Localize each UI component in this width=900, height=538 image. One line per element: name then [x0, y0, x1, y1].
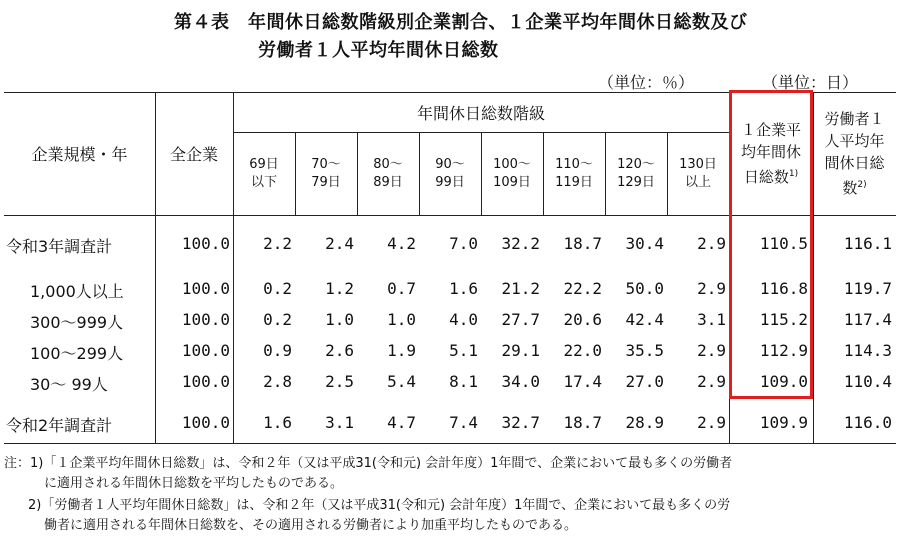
cell-value: 2.4: [325, 234, 354, 253]
bin-label-line: 79日: [311, 174, 341, 190]
cell-value: 100.0: [181, 413, 230, 432]
header-all-companies: 全企業: [169, 145, 218, 164]
header-line: １企業平: [740, 121, 801, 139]
row-label: 1,000人以上: [30, 282, 124, 301]
bin-label-line: 109日: [493, 174, 531, 190]
footnote-marker: 2): [857, 180, 867, 190]
header-line: [842, 174, 866, 199]
cell-value: 2.8: [263, 372, 292, 391]
header-holiday-bins-group: 年間休日総数階級: [416, 103, 545, 123]
cell-value: 29.1: [501, 341, 540, 360]
cell-value: 1.0: [325, 310, 354, 329]
footnote-1-line2: に適用される年間休日総数を平均したものである。: [44, 476, 344, 491]
cell-value: 4.0: [449, 310, 478, 329]
header-bin-130-or-more: [667, 132, 729, 215]
cell-value: 112.9: [759, 341, 808, 360]
header-line: 間休日総: [824, 154, 885, 172]
cell-value: 100.0: [181, 234, 230, 253]
cell-value: 22.0: [563, 341, 602, 360]
cell-value: 0.2: [263, 279, 292, 298]
cell-value: 3.1: [325, 413, 354, 432]
table-bottom-border: [4, 443, 896, 444]
cell-value: 2.9: [697, 372, 726, 391]
cell-value: 22.2: [563, 279, 602, 298]
bin-label-line: 70～: [311, 156, 341, 172]
cell-value: 30.4: [625, 234, 664, 253]
cell-value: 17.4: [563, 372, 602, 391]
cell-value: 20.6: [563, 310, 602, 329]
cell-value: 100.0: [181, 279, 230, 298]
footnote-marker: 1): [788, 169, 799, 179]
cell-value: 27.0: [625, 372, 664, 391]
cell-value: 35.5: [625, 341, 664, 360]
header-bin-69-or-less: [233, 132, 295, 215]
cell-value: 5.1: [449, 341, 478, 360]
cell-value: 50.0: [625, 279, 664, 298]
row-label: 令和3年調査計: [6, 237, 113, 256]
header-line-text: 数: [842, 179, 858, 197]
cell-value: 119.7: [843, 279, 892, 298]
cell-value: 2.9: [697, 341, 726, 360]
bin-label-line: 120～: [617, 156, 655, 172]
cell-value: 18.7: [563, 234, 602, 253]
cell-value: 27.7: [501, 310, 540, 329]
cell-value: 2.9: [697, 234, 726, 253]
bin-label-line: 99日: [435, 174, 465, 190]
cell-value: 117.4: [843, 310, 892, 329]
unit-percent-label: （単位：％）: [598, 73, 695, 92]
cell-value: 116.8: [759, 279, 808, 298]
cell-value: 0.9: [263, 341, 292, 360]
cell-value: 110.5: [759, 234, 808, 253]
table-title-line2: 労働者１人平均年間休日総数: [258, 40, 499, 61]
cell-value: 110.4: [843, 372, 892, 391]
unit-days-label: （単位：日）: [762, 73, 859, 92]
bin-label-line: 110～: [555, 156, 593, 172]
header-company-size-year: 企業規模・年: [31, 145, 128, 164]
cell-value: 1.0: [387, 310, 416, 329]
bin-label-line: 100～: [493, 156, 531, 172]
cell-value: 18.7: [563, 413, 602, 432]
footnote-1-line1: 注：1)「１企業平均年間休日総数」は、令和２年（又は平成31(令和元) 会計年度）1年間で、企業において最も多くの労働者: [4, 456, 733, 471]
cell-value: 7.4: [449, 413, 478, 432]
footnote-2-line1: 2)「労働者１人平均年間休日総数」は、令和２年（又は平成31(令和元) 会計年度）1年間で、企業において最も多くの労: [28, 498, 731, 513]
header-avg-holidays-per-worker: [813, 92, 896, 215]
cell-value: 7.0: [449, 234, 478, 253]
cell-value: 3.1: [697, 310, 726, 329]
header-bin-90-99: [419, 132, 481, 215]
header-bin-110-119: [543, 132, 605, 215]
table-title-line1: 第４表 年間休日総数階級別企業割合、１企業平均年間休日総数及び: [174, 12, 748, 33]
cell-value: 2.9: [697, 413, 726, 432]
header-bin-100-109: [481, 132, 543, 215]
bin-label-line: 80～: [373, 156, 403, 172]
bin-label-line: 以上: [684, 174, 711, 190]
cell-value: 8.1: [449, 372, 478, 391]
cell-value: 5.4: [387, 372, 416, 391]
cell-value: 42.4: [625, 310, 664, 329]
cell-value: 109.9: [759, 413, 808, 432]
header-line: 人平均年: [824, 132, 885, 150]
cell-value: 100.0: [181, 372, 230, 391]
cell-value: 114.3: [843, 341, 892, 360]
cell-value: 1.2: [325, 279, 354, 298]
cell-value: 4.7: [387, 413, 416, 432]
header-bin-120-129: [605, 132, 667, 215]
row-label: 30～ 99人: [30, 375, 108, 394]
row-label: 100～299人: [30, 344, 124, 363]
bin-label-line: 129日: [617, 174, 655, 190]
cell-value: 1.6: [449, 279, 478, 298]
cell-value: 32.7: [501, 413, 540, 432]
header-bin-80-89: [357, 132, 419, 215]
bin-label-line: 119日: [555, 174, 593, 190]
cell-value: 109.0: [759, 372, 808, 391]
cell-value: 100.0: [181, 310, 230, 329]
cell-value: 34.0: [501, 372, 540, 391]
cell-value: 100.0: [181, 341, 230, 360]
row-label: 令和2年調査計: [6, 416, 113, 435]
cell-value: 2.2: [263, 234, 292, 253]
cell-value: 116.1: [843, 234, 892, 253]
header-line: 均年間休: [740, 143, 801, 161]
cell-value: 2.6: [325, 341, 354, 360]
cell-value: 32.2: [501, 234, 540, 253]
header-bin-70-79: [295, 132, 357, 215]
cell-value: 116.0: [843, 413, 892, 432]
cell-value: 2.5: [325, 372, 354, 391]
header-line: 労働者１: [824, 110, 885, 128]
cell-value: 28.9: [625, 413, 664, 432]
cell-value: 4.2: [387, 234, 416, 253]
cell-value: 21.2: [501, 279, 540, 298]
bin-label-line: 以下: [250, 174, 277, 190]
bin-label-line: 89日: [373, 174, 403, 190]
highlight-box: [729, 90, 813, 399]
cell-value: 0.2: [263, 310, 292, 329]
cell-value: 115.2: [759, 310, 808, 329]
header-line-text: 日総数: [743, 168, 789, 186]
cell-value: 2.9: [697, 279, 726, 298]
bin-label-line: 69日: [249, 156, 279, 172]
table-row: [0, 413, 900, 437]
row-label: 300～999人: [30, 313, 124, 332]
cell-value: 1.9: [387, 341, 416, 360]
bin-label-line: 90～: [435, 156, 465, 172]
bin-label-line: 130日: [679, 156, 717, 172]
cell-value: 0.7: [387, 279, 416, 298]
footnote-2-line2: 働者に適用される年間休日総数を、その適用される労働者により加重平均したものである。: [44, 518, 578, 533]
cell-value: 1.6: [263, 413, 292, 432]
